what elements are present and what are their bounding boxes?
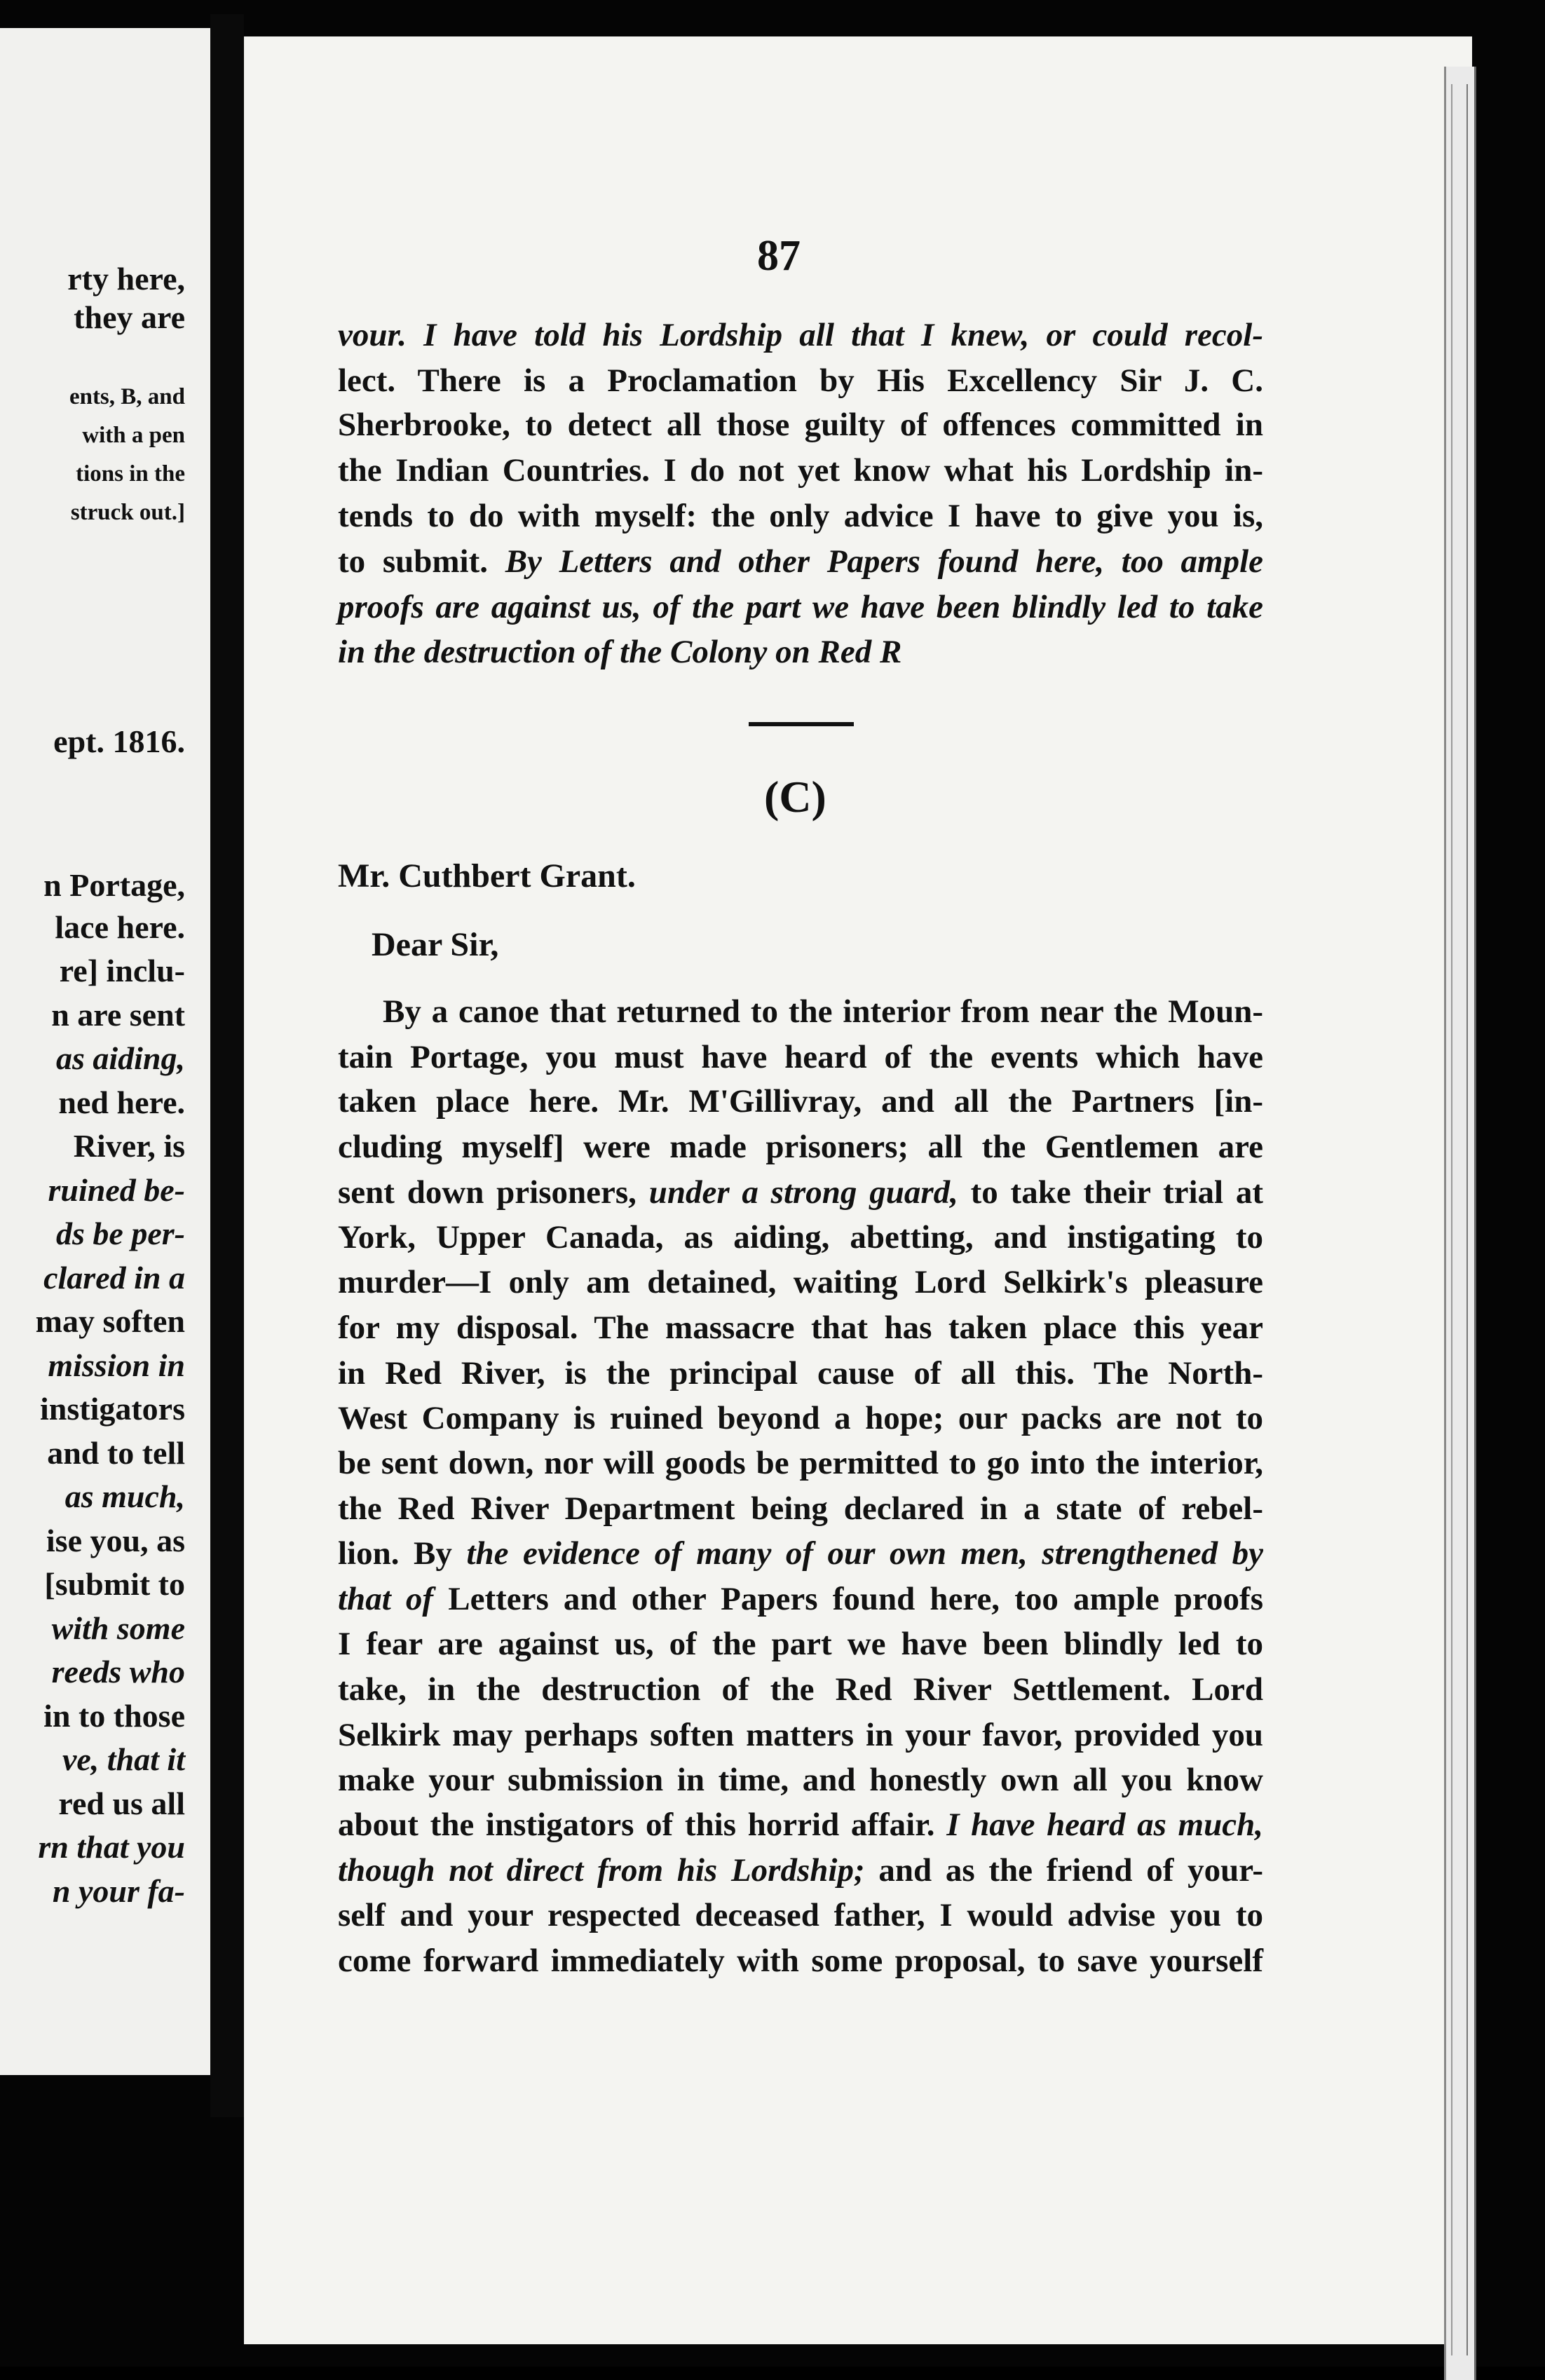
text-run: to take their trial at: [958, 1174, 1263, 1211]
text-italic: in the destruction of the Colony on Red R: [338, 634, 902, 670]
previous-page-line: reeds who: [51, 1654, 185, 1689]
addressee: Mr. Cuthbert Grant.: [338, 857, 636, 895]
page-number: 87: [757, 232, 801, 280]
text-line: tends to do with myself: the only advice I have to give you is,: [338, 498, 1263, 534]
text-line: tain Portage, you must have heard of the events which have: [338, 1039, 1263, 1075]
text-line: murder—I only am detained, waiting Lord Selkirk's pleasure: [338, 1264, 1263, 1300]
text-run: and as the friend of your-: [864, 1852, 1263, 1889]
text-line: [338, 1854, 1263, 1887]
previous-page-line: n Portage,: [43, 867, 185, 903]
previous-page-line: may soften: [35, 1303, 185, 1339]
previous-page-line: mission in: [48, 1347, 185, 1383]
previous-page-line: [submit to: [44, 1566, 185, 1602]
text-line: in Red River, is the principal cause of all this. The North-: [338, 1355, 1263, 1392]
text-line: cluding myself] were made prisoners; all the Gentlemen are: [338, 1129, 1263, 1165]
previous-page-fragment: [0, 28, 212, 2075]
section-divider: [749, 722, 854, 726]
text-line: come forward immediately with some proposal, to save yourself: [338, 1943, 1263, 1979]
book-gutter: [210, 14, 244, 2117]
text-line: self and your respected deceased father, I would advise you to: [338, 1897, 1263, 1933]
previous-page-line: n are sent: [51, 997, 185, 1033]
previous-page-line: re] inclu-: [59, 953, 185, 988]
text-italic: By Letters and other Papers found here, too ample: [505, 543, 1263, 580]
text-italic: proofs are against us, of the part we have been blindly led to take: [338, 589, 1263, 625]
previous-page-line: n your fa-: [52, 1873, 185, 1909]
previous-page-line: they are: [74, 299, 185, 335]
previous-page-line: tions in the: [76, 461, 185, 487]
previous-page-line: ds be per-: [56, 1216, 185, 1251]
text-line: I fear are against us, of the part we have been blindly led to: [338, 1626, 1263, 1662]
text-run: about the instigators of this horrid affair.: [338, 1807, 947, 1843]
previous-page-line: ve, that it: [62, 1741, 185, 1777]
previous-page-line: as aiding,: [55, 1040, 185, 1076]
text-italic: that of: [338, 1581, 434, 1617]
previous-page-line: ruined be-: [48, 1172, 185, 1208]
previous-page-line: with a pen: [82, 423, 185, 448]
page-edge-inner: [1451, 84, 1468, 2355]
text-line: [338, 591, 1263, 624]
previous-page-line: ned here.: [58, 1084, 185, 1120]
previous-page-line: as much,: [64, 1478, 185, 1514]
text-run: lion. By: [338, 1535, 467, 1572]
text-line: lect. There is a Proclamation by His Excellency Sir J. C.: [338, 362, 1263, 399]
section-label: (C): [764, 772, 826, 822]
previous-page-line: clared in a: [43, 1260, 185, 1296]
text-line: [338, 636, 1263, 669]
previous-page-line: struck out.]: [70, 500, 185, 525]
text-italic: vour. I have told his Lordship all that I knew, or could recol-: [338, 317, 1263, 353]
previous-page-line: ents, B, and: [69, 384, 185, 409]
text-line: for my disposal. The massacre that has taken place this year: [338, 1310, 1263, 1346]
text-line: Selkirk may perhaps soften matters in your favor, provided you: [338, 1717, 1263, 1753]
previous-page-line: instigators: [40, 1391, 185, 1427]
salutation: Dear Sir,: [372, 926, 499, 963]
previous-page-line: and to tell: [47, 1435, 185, 1471]
previous-page-line: River, is: [73, 1128, 185, 1164]
text-line: [338, 545, 1263, 578]
previous-page-line: red us all: [58, 1786, 185, 1821]
previous-page-line: with some: [51, 1610, 185, 1646]
text-line: West Company is ruined beyond a hope; our packs are not to: [338, 1400, 1263, 1436]
previous-page-line: rn that you: [38, 1829, 185, 1865]
text-line: make your submission in time, and honestly own all you know: [338, 1762, 1263, 1798]
previous-page-line: rty here,: [67, 261, 185, 297]
text-run: sent down prisoners,: [338, 1174, 649, 1211]
text-line: [338, 1537, 1263, 1570]
text-line: By a canoe that returned to the interior from near the Moun-: [383, 993, 1263, 1030]
text-line: the Indian Countries. I do not yet know what his Lordship in-: [338, 452, 1263, 489]
previous-page-line: lace here.: [55, 909, 185, 945]
text-line: Sherbrooke, to detect all those guilty of offences committed in: [338, 407, 1263, 443]
text-italic: the evidence of many of our own men, strengthened by: [466, 1535, 1263, 1572]
previous-page-line: in to those: [43, 1698, 185, 1734]
text-run: Letters and other Papers found here, too ample proofs: [433, 1581, 1263, 1617]
text-italic: I have heard as much,: [946, 1807, 1263, 1843]
text-line: the Red River Department being declared in a state of rebel-: [338, 1490, 1263, 1527]
text-line: York, Upper Canada, as aiding, abetting, and instigating to: [338, 1219, 1263, 1256]
text-run: to submit.: [338, 543, 489, 580]
previous-page-line: ise you, as: [46, 1523, 185, 1558]
text-line: [338, 319, 1263, 352]
text-italic: under a strong guard,: [648, 1174, 958, 1211]
text-line: [338, 1809, 1263, 1842]
text-italic: though not direct from his Lordship;: [338, 1852, 865, 1889]
text-line: [338, 1176, 1263, 1209]
text-line: take, in the destruction of the Red River Settlement. Lord: [338, 1671, 1263, 1708]
text-line: taken place here. Mr. M'Gillivray, and all the Partners [in-: [338, 1083, 1263, 1120]
text-line: be sent down, nor will goods be permitted to go into the interior,: [338, 1445, 1263, 1481]
text-line: [338, 1583, 1263, 1616]
previous-page-line: ept. 1816.: [53, 723, 185, 759]
